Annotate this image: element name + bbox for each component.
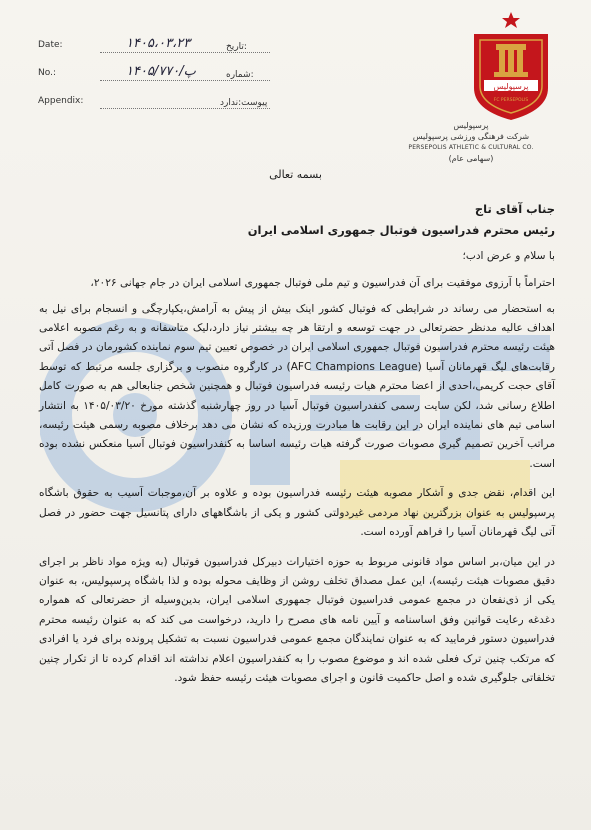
addressee-title: رئیس محترم فدراسیون فوتبال جمهوری اسلامی ایران (247, 223, 555, 238)
number-label-fa: شماره: (226, 70, 254, 80)
persepolis-logo (466, 10, 556, 122)
date-line (100, 52, 270, 53)
appendix-label: Appendix: (38, 96, 84, 106)
logo-text-en: FC PERSEPOLIS (493, 98, 529, 103)
date-label-fa: تاریخ: (226, 42, 247, 52)
number-value: ۱۴۰۵/پ/۷۷۰ (126, 64, 196, 79)
appendix-label-fa: پیوست:ندارد (220, 98, 268, 108)
company-name-en: PERSEPOLIS ATHLETIC & CULTURAL CO. (408, 144, 534, 151)
paragraph-4: در این میان،بر اساس مواد قانونی مربوط به حوزه اختیارات دبیرکل فدراسیون فوتبال (به ویژه مواد ناظر بر اجرای دقیق مصوبات هیئت رئیسه)، این عمل مصداق تخلف روشن از وظایف محوله بوده و لذا باشگاه پرسپولیس، به عنوان یکی از ذی‌نفعان در مجمع عمومی فدراسیون فوتبال جمهوری اسلامی ایران، بدین‌وسیله از حضرتعالی که همواره دغدغه رعایت قوانین وفق اساسنامه و آیین نامه های مصرح را دارید، درخواست می کند که به عنوان رئیسه محترم فدراسیون دستور فرمایید که به عنوان نمایندگان مجمع عمومی فدراسیون نسبت به تشکیل پرونده برای فرد یا افرادی که مرتکب چنین ترک فعلی شده اند و موضوع مصوب را به کنفدراسیون اعلام نداشته اند اقدام کرده تا از تکرار چنین تخلفاتی جلوگیری شده و اصل حاکمیت قانون و اجرای مصوبات هیئت رئیسه حفظ شود. (39, 555, 555, 684)
logo-text-fa: پرسپولیس (493, 82, 529, 91)
paragraph-2: به استحضار می رساند در شرایطی که فوتبال کشور اینک بیش از پیش به آرامش،یکپارچگی و انسجام برای نیل به اهداف عالیه مدنظر حضرتعالی در جهت توسعه و ارتقا هر چه بیشتر نیاز دارد،لیک متاسفانه و به رغم مصوبه اعلامی هیئت رئیسه محترم فدراسیون فوتبال جمهوری اسلامی ایران در خصوص تعیین تیم سوم نماینده کشورمان در فصل آتی رقابت‌های لیگ قهرمانان آسیا (AFC Champions League) در کارگروه منصوب و برگزاری جلسه مرتبط که توسط آقای حجت کریمی،احدی از اعضا محترم هیات رئیسه فدراسیون فوتبال و همچنین شخص جنابعالی هم به صورت کامل اطلاع رسانی شد، لکن سایت رسمی کنفدراسیون فوتبال آسیا در روز چهارشنبه گذشته مورخ ۱۴۰۵/۰۳/۲۰ به انتشار اسامی تیم های نماینده ایران در این رقابت ها مبادرت ورزیده که نشان می دهد برخلاف مصوبه رسمی هیئت رئیسه، مراتب آخرین تصمیم گیری مصوبات صورت گرفته هیات رئیسه اساسا به کنفدراسیون فوتبال آسیا منعکس نشده بوده است. (39, 302, 555, 470)
paragraph-1: احتراماً با آرزوی موفقیت برای آن فدراسیون و تیم ملی فوتبال جمهوری اسلامی ایران در جام جهانی ۲۰۲۶، (90, 277, 555, 290)
greeting: با سلام و عرض ادب؛ (462, 249, 555, 262)
company-info (381, 120, 561, 164)
addressee-name: جناب آقای تاج (474, 202, 555, 216)
bismillah: بسمه تعالی (269, 168, 322, 181)
letter-body (39, 200, 555, 688)
company-name-fa: پرسپولیس (453, 121, 489, 130)
company-type-fa: (سهامی عام) (448, 154, 494, 163)
appendix-line (100, 108, 270, 109)
number-line (100, 80, 270, 81)
company-desc-fa: شرکت فرهنگی ورزشی پرسپولیس (412, 132, 530, 141)
date-value: ۱۴۰۵،۰۳،۲۳ (126, 36, 191, 51)
date-label: Date: (38, 40, 63, 50)
paragraph-3: این اقدام، نقض جدی و آشکار مصوبه هیئت رئیسه فدراسیون بوده و علاوه بر آن،موجبات آسیب به حقوق باشگاه پرسپولیس به عنوان بزرگترین نهاد مردمی غیردولتی کشور و یکی از باشگاههای دارای پتانسیل جهت حضور در فصل آتی لیگ قهرمانان آسیا را فراهم آورده است. (39, 487, 555, 539)
number-label: No.: (38, 68, 56, 78)
